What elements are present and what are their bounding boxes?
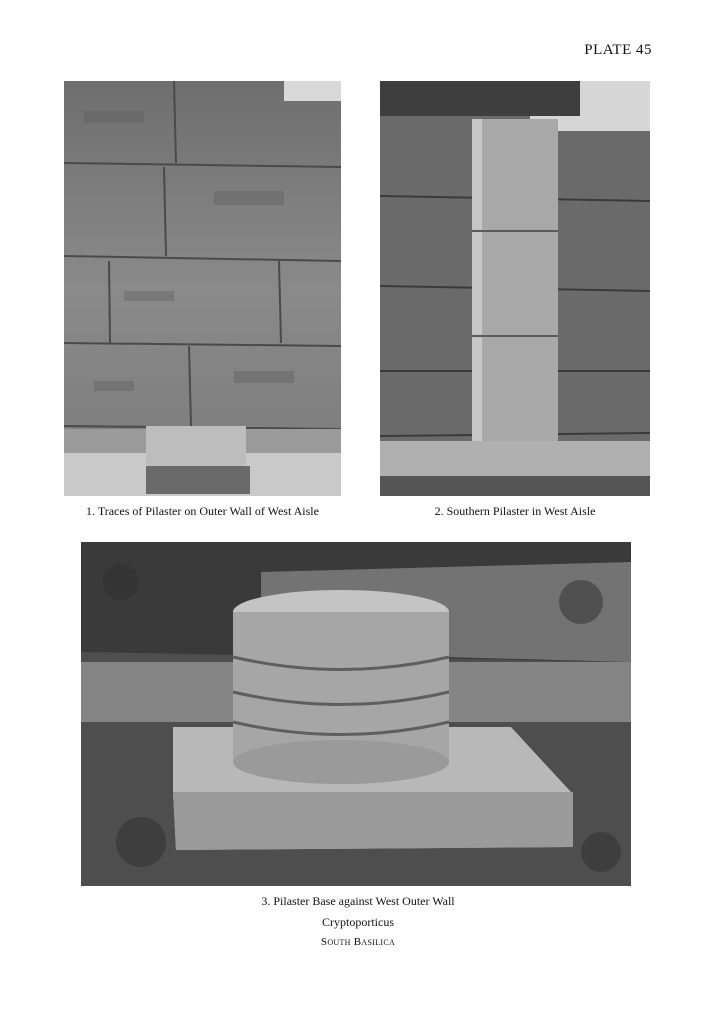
section-title: Cryptoporticus <box>322 915 394 929</box>
figure-3-caption: 3. Pilaster Base against West Outer Wall <box>261 894 455 908</box>
figure-1-photo <box>64 81 341 496</box>
figure-2-photo <box>380 81 650 496</box>
plate-number: PLATE 45 <box>584 42 652 58</box>
figure-1-caption: 1. Traces of Pilaster on Outer Wall of West Aisle <box>86 504 319 518</box>
building-title: South Basilica <box>320 936 396 948</box>
figure-3-photo <box>81 542 631 886</box>
figure-2-caption: 2. Southern Pilaster in West Aisle <box>434 504 596 518</box>
